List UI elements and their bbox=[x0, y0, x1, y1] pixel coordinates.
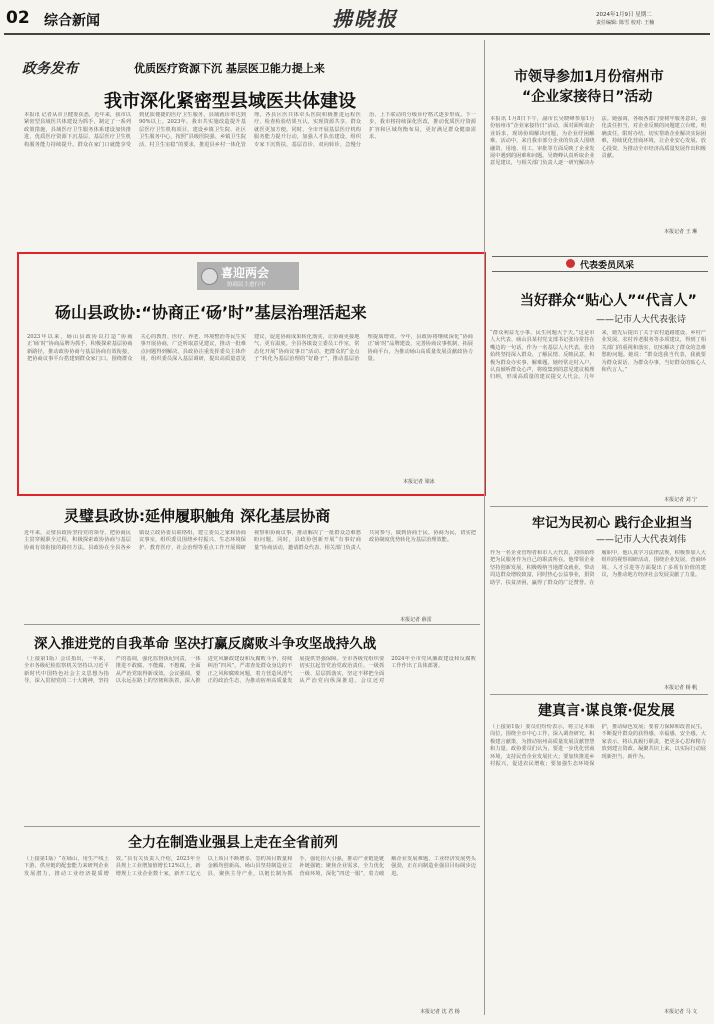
loyalty-byline: 本报记者 杨 帆 bbox=[664, 685, 698, 691]
anticorruption-body: （上接第1版）会议指出，一年来，全市各级纪检监察机关坚持以习近平新时代中国特色社会主义思想为指导，深入贯彻党的二十大精神，坚持严的基调，强化监督执纪问责，一体推进不敢腐、不能腐、不想腐，全面从严治党取得新成效。会议强调，要以永远在路上的坚韧和执着，深入推进党风廉政建设和反腐败斗争，持续纠治“四风”，严肃查处群众身边的不正之风和腐败问题，着力营造风清气正的政治生态，为推动宿州高质量发展提供坚强保障。全市各级党组织要切实扛起管党治党政治责任，一级抓一级、层层抓落实，坚定不移把全面从严治党向纵深推进。会议还对2024年全市党风廉政建设和反腐败工作作出了具体部署。 bbox=[24, 656, 476, 685]
emblem-icon bbox=[201, 268, 218, 285]
manufacturing-byline: 本报记者 沈 君 杨 bbox=[420, 1009, 460, 1015]
manufacturing-body: （上接第1版）“在砀山，用生产线上下游、供应链的配套能力来研判企业发展潜力，推动工业经济提质增效。”县有关负责人介绍，2023年全县规上工业增加值增长12%以上，新增规上工业企业数十家，新开工亿元以上项目不断增多，签约项目数量和金额均创新高。砀山县坚持制造业立县，聚焦主导产业，以链长制为抓手，强化招大引强，推动产业链延链补链强链；聚焦企业需求，全力优化营商环境，深化“四送一服”，着力破解企业发展难题，工业经济发展势头强劲，正在向制造业强县目标阔步迈进。 bbox=[24, 856, 476, 877]
lingbi-byline: 本报记者 薛雷 bbox=[400, 617, 432, 623]
construction-body: （上接第1版）委员们纷纷表示，将立足本职岗位，围绕全市中心工作，深入调查研究，积极建言献策，为推动宿州高质量发展贡献智慧和力量。政协委员们认为，要进一步优化营商环境，支持民营企业发展壮大；要加快推进乡村振兴，促进农民增收；要加强生态环境保护，推动绿色发展；要着力保障和改善民生，不断提升群众的获得感、幸福感、安全感。大家表示，将认真履行职责，把更多心思和精力放到建言资政、凝聚共识上来，以实际行动展现新担当、新作为。 bbox=[490, 724, 706, 768]
right-top-byline: 本报记者 王 琳 bbox=[664, 229, 698, 235]
divider-1 bbox=[24, 624, 480, 625]
feature-box bbox=[17, 252, 486, 496]
construction-headline: 建真言·谋良策·促发展 bbox=[538, 703, 675, 719]
banner-icon bbox=[566, 259, 575, 268]
top-story-body: 本报讯 记者从市卫健委获悉，近年来，我市以紧密型县域医共体建设为抓手，制定了一系列政策措施，县域医疗卫生服务体系建设加快推进，优质医疗资源下沉基层，基层医疗卫生机构服务能力持续提升。群众在家门口就能享受到优质便捷的医疗卫生服务，县域就诊率达到90%以上。2023年，我市共实施改造提升基层医疗卫生机构项目，建设乡镇卫生院、社区卫生服务中心，按照“县级医院强、乡镇卫生院活、村卫生室稳”的要求，推进县乡村一体化管理。各县区医共体牵头医院积极推进远程医疗、检查检验结果互认，实现资源共享，群众就医更加方便。同时，全市开展基层医疗机构服务能力提升行动，加强人才队伍建设，组织专家下沉帮扶，基层首诊、双向转诊、急慢分治、上下联动的分级诊疗格式逐步形成。下一步，我市将持续深化医改，推动优质医疗资源扩容和区域均衡布局，更好满足群众健康需求。 bbox=[24, 112, 476, 148]
right-top-headline-1: 市领导参加1月份宿州市 bbox=[514, 69, 664, 85]
column-divider bbox=[484, 40, 485, 1015]
zhang-byline: 本报记者 刘 宁 bbox=[664, 497, 698, 503]
top-story-headline: 我市深化紧密型县域医共体建设 bbox=[104, 91, 356, 112]
divider-2 bbox=[24, 826, 480, 827]
divider-4 bbox=[490, 694, 708, 695]
zhang-headline: 当好群众“贴心人”“代言人” bbox=[520, 293, 697, 309]
manufacturing-headline: 全力在制造业强县上走在全省前列 bbox=[128, 835, 338, 851]
right-top-headline-2: “企业家接待日”活动 bbox=[522, 89, 653, 105]
column-sublabel: 协商民主进行中 bbox=[227, 282, 266, 288]
politics-logo: 政务发布 bbox=[22, 61, 78, 77]
editor-info: 责任编辑: 陈雪 校对: 王楠 bbox=[596, 20, 655, 26]
top-story-kicker: 优质医疗资源下沉 基层医卫能力提上来 bbox=[134, 62, 325, 75]
page-number: 02 bbox=[6, 8, 30, 28]
loyalty-headline: 牢记为民初心 践行企业担当 bbox=[532, 516, 693, 531]
right-top-body: 本报讯 1月8日下午，副市长吴晓峰参加1月份宿州市“企业家接待日”活动，面对面听取企业诉求，现场协调解决问题，为企业纾困解难。活动中，来自我市部分企业的负责人围绕融资、用地、用工、审批等方面反映了企业发展中遇到的困难和问题。吴晓峰认真听取企业意见建议，与相关部门负责人逐一研究解决办法。她强调，各级各部门要树牢服务意识，强化责任担当，对企业反映的问题建立台账，明确责任，限时办结，切实帮助企业解决实际困难，持续优化营商环境，让企业安心发展、放心投资，为推动全市经济高质量发展作出积极贡献。 bbox=[490, 116, 706, 167]
loyalty-body: 作为一名企业管理者和市人大代表，刘伟始终把为民服务作为自己的职责所在。他带领企业坚持创新发展，积极吸纳当地群众就业，带动周边群众增收致富，同时热心公益事业，捐资助学、扶贫济困，赢得了群众的广泛赞誉。在履职中，他认真学习法律法规，积极参加人大组织的视察调研活动，围绕企业发展、营商环境、人才引进等方面提出了多项有价值的建议，为推动地方经济社会发展贡献了力量。 bbox=[490, 550, 706, 586]
zhang-body: “群众利益无小事，民生问题大于天。”这是市人大代表、砀山县某村党支部书记张诗常挂在嘴边的一句话。作为一名基层人大代表，张诗始终坚持深入群众、了解民情、反映民意，积极为群众办实事、解难题。她经常走村入户，认真倾听群众心声，将收集到的意见建议梳理归纳，形成高质量的建议提交人代会。几年来，她先后提出了关于农村道路建设、乡村产业发展、农村养老服务等多项建议，得到了相关部门的重视和落实，切实解决了群众的急难愁盼问题。她说：“群众选我当代表，我就要为群众说话、为群众办事，当好群众的贴心人和代言人。” bbox=[490, 330, 706, 381]
masthead-rule bbox=[4, 33, 710, 35]
divider-3 bbox=[490, 506, 708, 507]
column-label: 喜迎两会 bbox=[221, 266, 270, 280]
zhang-subhead: ——记市人大代表张诗 bbox=[596, 315, 687, 325]
rep-banner-label: 代表委员风采 bbox=[580, 261, 635, 271]
feature-body: 2023年以来，砀山县政协以打造“协商正‘砀’时”协商品牌为抓手，积极探索基层协商新路径，推动政协协商与基层协商有效衔接，把协商议事平台搭建到群众家门口。围绕群众关心的教育、医疗、养老、环境整治等民生实事开展协商，广泛听取意见建议，推动一批难点问题得到解决。县政协注重发挥委员主体作用，组织委员深入基层调研，提出高质量意见建议，促进协商成果转化落实，让协商更接地气、更有温度。全县各镇设立委员工作室，常态化开展“协商议事日”活动，把群众的“金点子”转化为基层治理的“好路子”，推动基层治理提质增效。今年，县政协将继续深化“协商正‘砀’时”品牌建设，完善协商议事机制，拓展协商平台，为推动砀山高质量发展贡献政协力量。 bbox=[27, 334, 473, 363]
lingbi-headline: 灵璧县政协:延伸履职触角 深化基层协商 bbox=[64, 507, 331, 525]
column-badge bbox=[197, 262, 299, 290]
construction-byline: 本报记者 马 文 bbox=[664, 1009, 698, 1015]
section-title: 综合新闻 bbox=[44, 13, 100, 29]
issue-date: 2024年1月9日 星期二 bbox=[596, 12, 652, 18]
paper-logo: 拂晓报 bbox=[332, 7, 398, 31]
rep-banner bbox=[492, 256, 708, 272]
loyalty-subhead: ——记市人大代表刘伟 bbox=[596, 535, 687, 545]
anticorruption-headline: 深入推进党的自我革命 坚决打赢反腐败斗争攻坚战持久战 bbox=[34, 636, 377, 652]
lingbi-body: 近年来，灵璧县政协坚持党的领导，把协商民主贯穿履职全过程，积极探索政协协商与基层协商有效衔接的路径方法。县政协在全县各乡镇设立政协委员联络组，建立委员之家和协商议事室，组织委员围绕乡村振兴、生态环境保护、教育医疗、社会治理等重点工作开展调研视察和协商议事，推动解决了一批群众急难愁盼问题。同时，县政协创新开展“有事好商量”协商活动，邀请群众代表、相关部门负责人共同参与，做到协商于民、协商为民，切实把政协制度优势转化为基层治理效能。 bbox=[24, 530, 476, 551]
feature-headline: 砀山县政协:“协商正‘砀’时”基层治理活起来 bbox=[55, 303, 367, 322]
feature-byline: 本报记者 梁冰 bbox=[403, 479, 435, 485]
